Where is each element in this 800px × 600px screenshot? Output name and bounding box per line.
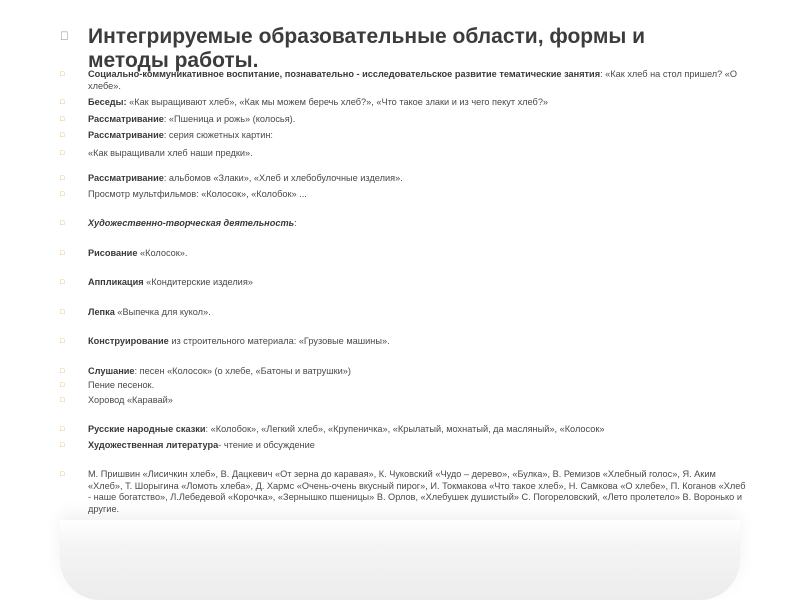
bullet-icon: □ [60, 175, 65, 182]
item-label: Аппликация [88, 277, 144, 287]
item-text: М. Пришвин «Лисичкин хлеб», В. Дацкевич «От зерна до каравая», К. Чуковский «Чудо – дерево», «Булка», В. Ремизов «Хлебный голос», Я. Аким «Хлеб», Т. Шорыгина «Ломоть хлеба», Д. Хармс «Очень-очень вкусный пирог», И. Токмакова «Что такое хлеб», Н. Самкова «О хлебе», П. Коганов «Хлеб - наше богатство», Л.Лебедевой «Корочка», «Зернышко пшеницы» В. Орлов, «Хлебушек душистый» С. Погореловский, «Лето пролетело» В. Воронько и другие. [88, 469, 746, 514]
list-item [60, 366, 750, 378]
list-item [60, 440, 750, 452]
bullet-icon: □ [60, 220, 65, 227]
bullet-icon: □ [60, 132, 65, 139]
slide-bottom-shadow [60, 520, 740, 600]
item-text: Хоровод «Каравай» [88, 394, 173, 405]
list-item [60, 189, 750, 201]
item-label: Художественная литература [88, 439, 219, 450]
list-item [60, 69, 750, 92]
item-label: Слушание [88, 365, 135, 376]
item-text: : песен «Колосок» (о хлебе, «Батоны и ватрушки») [134, 365, 351, 376]
item-text: «Выпечка для кукол». [114, 306, 211, 317]
item-text: : «Колобок», «Легкий хлеб», «Крупеничка», «Крылатый, мохнатый, да масляный», «Колосок» [205, 424, 605, 434]
item-label: Русские народные сказки [88, 424, 206, 434]
list-item [60, 173, 750, 185]
item-text: : «Как хлеб на стол пришел? «О хлебе». [88, 69, 738, 91]
item-text: «Как выращивали хлеб наши предки». [88, 147, 253, 158]
list-item [60, 336, 750, 348]
bullet-icon: □ [60, 115, 65, 123]
bullet-icon: □ [60, 308, 65, 316]
bullet-icon: □ [60, 249, 65, 257]
item-text: : [294, 218, 297, 228]
item-label: Художественно-творческая деятельность [88, 218, 295, 228]
bullet-icon: □ [60, 338, 65, 345]
list-item [60, 97, 750, 109]
item-label: Конструирование [88, 336, 169, 346]
list-item [60, 307, 750, 319]
bullet-list [60, 69, 750, 515]
item-label: Рассматривание [88, 113, 164, 124]
slide-title: Интегрируемые образовательные области, формы и методы работы. [88, 25, 646, 72]
item-label: Беседы: [88, 97, 127, 107]
item-text: : «Пшеница и рожь» (колосья). [163, 113, 296, 124]
item-label: Рисование [88, 247, 138, 258]
bullet-icon: □ [60, 471, 65, 478]
list-item [60, 218, 750, 230]
item-text: из строительного материала: «Грузовые машины». [168, 336, 390, 346]
bullet-icon: □ [60, 149, 65, 157]
item-text: Пение песенок. [88, 380, 155, 390]
bullet-icon: □ [60, 382, 65, 389]
item-label: Рассматривание [88, 130, 164, 140]
list-item [60, 395, 750, 407]
list-item [60, 469, 750, 515]
list-item [60, 148, 750, 160]
bullet-icon: □ [60, 441, 65, 449]
item-label: Лепка [88, 306, 115, 317]
bullet-icon: □ [60, 99, 65, 106]
list-item [60, 380, 750, 392]
bullet-icon: □ [60, 367, 65, 375]
item-text: «Колосок». [137, 247, 188, 258]
bullet-icon: □ [60, 279, 65, 286]
list-item [60, 424, 750, 436]
item-text: : альбомов «Злаки», «Хлеб и хлебобулочные изделия». [163, 173, 403, 183]
title-bullet-icon [60, 29, 78, 43]
list-item [60, 130, 750, 142]
list-item [60, 114, 750, 126]
bullet-icon: □ [60, 426, 65, 433]
item-text: «Как выращивают хлеб», «Как мы можем беречь хлеб?», «Что такое злаки и из чего пекут хлеб?» [126, 97, 549, 107]
bullet-icon: □ [60, 71, 65, 78]
list-item [60, 248, 750, 260]
bullet-icon: □ [60, 190, 65, 198]
item-text: : серия сюжетных картин: [163, 130, 273, 140]
item-label: Социально-коммуникативное воспитание, познавательно - исследовательское развитие тематические занятия [88, 69, 601, 79]
list-item [60, 277, 750, 289]
item-text: Просмотр мультфильмов: «Колосок», «Колобок» ... [88, 188, 307, 199]
item-text: - чтение и обсуждение [218, 439, 315, 450]
item-label: Рассматривание [88, 173, 164, 183]
bullet-icon: □ [60, 396, 65, 404]
item-text: «Кондитерские изделия» [143, 277, 253, 287]
